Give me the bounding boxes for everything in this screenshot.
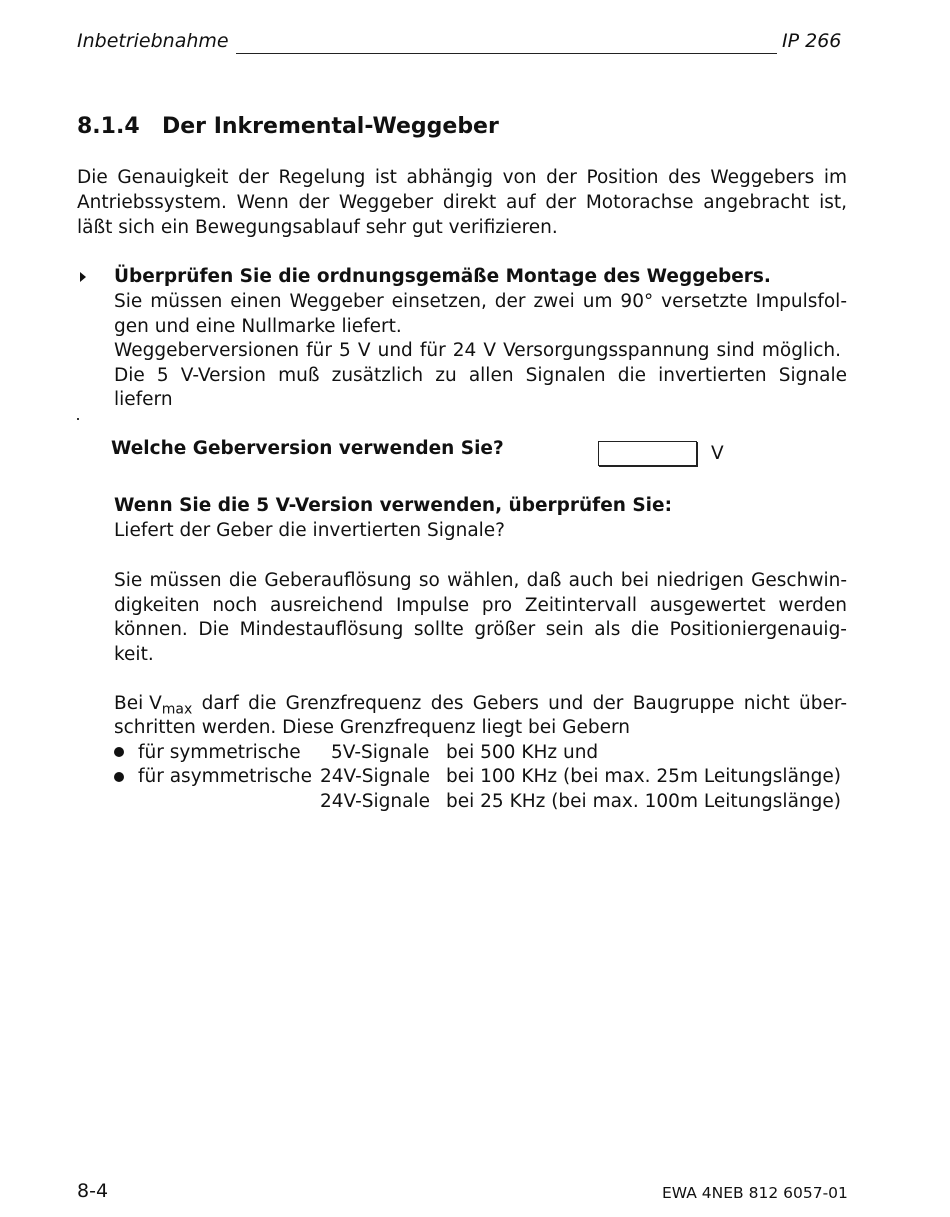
check-line-4: Die 5 V-Version muß zusätzlich zu allen Signalen die invertierten Signale <box>114 365 847 386</box>
header-title: Inbetriebnahme <box>77 30 229 52</box>
question-label: Welche Geberversion verwenden Sie? <box>111 438 504 459</box>
bullet-icon <box>114 747 124 757</box>
vmax-rest: darf die Grenzfrequenz des Gebers und der Baugruppe nicht über- <box>192 693 847 714</box>
resolution-line-4: keit. <box>114 644 154 665</box>
check-line-5: liefern <box>114 389 173 410</box>
check-heading: Überprüfen Sie die ordnungsgemäße Montage des Weggebers. <box>114 266 771 287</box>
check-line-2: gen und eine Nullmarke liefert. <box>114 316 402 337</box>
freq-signal: 5V-Signale <box>331 742 430 763</box>
five-v-heading: Wenn Sie die 5 V-Version verwenden, überprüfen Sie: <box>114 495 672 516</box>
question-unit: V <box>711 443 724 464</box>
arrow-bullet-icon <box>80 272 86 282</box>
section-title: Der Inkremental-Weggeber <box>162 114 499 139</box>
intro-line-3: läßt sich ein Bewegungsablauf sehr gut verifizieren. <box>77 217 558 238</box>
check-line-3: Weggeberversionen für 5 V und für 24 V Versorgungsspannung sind möglich. <box>114 340 841 361</box>
geber-version-input[interactable] <box>598 441 697 466</box>
freq-value: bei 100 KHz (bei max. 25m Leitungslänge) <box>446 766 841 787</box>
check-line-1: Sie müssen einen Weggeber einsetzen, der zwei um 90° versetzte Impulsfol- <box>114 291 847 312</box>
vmax-subscript: max <box>161 701 193 718</box>
freq-value: bei 500 KHz und <box>446 742 599 763</box>
bullet-icon <box>114 772 124 782</box>
resolution-line-3: können. Die Mindestauflösung sollte größer sein als die Positioniergenauig- <box>114 619 847 640</box>
stray-dot <box>77 418 79 420</box>
vmax-prefix: Bei V <box>114 693 162 714</box>
freq-signal: 24V-Signale <box>320 791 430 812</box>
header-product: IP 266 <box>782 30 842 52</box>
freq-type: für symmetrische <box>138 742 301 763</box>
intro-line-2: Antriebssystem. Wenn der Weggeber direkt auf der Motorachse angebracht ist, <box>77 192 847 213</box>
section-number: 8.1.4 <box>77 114 140 139</box>
intro-line-1: Die Genauigkeit der Regelung ist abhängig von der Position des Weggebers im <box>77 167 847 188</box>
freq-value: bei 25 KHz (bei max. 100m Leitungslänge) <box>446 791 841 812</box>
freq-signal: 24V-Signale <box>320 766 430 787</box>
freq-type: für asymmetrische <box>138 766 312 787</box>
header-rule <box>236 53 777 54</box>
page-number: 8-4 <box>77 1180 109 1202</box>
resolution-line-1: Sie müssen die Geberauflösung so wählen, daß auch bei niedrigen Geschwin- <box>114 570 847 591</box>
vmax-line-2: schritten werden. Diese Grenzfrequenz liegt bei Gebern <box>114 717 630 738</box>
five-v-line: Liefert der Geber die invertierten Signale? <box>114 520 506 541</box>
resolution-line-2: digkeiten noch ausreichend Impulse pro Zeitintervall ausgewertet werden <box>114 595 847 616</box>
document-id: EWA 4NEB 812 6057-01 <box>662 1184 848 1202</box>
